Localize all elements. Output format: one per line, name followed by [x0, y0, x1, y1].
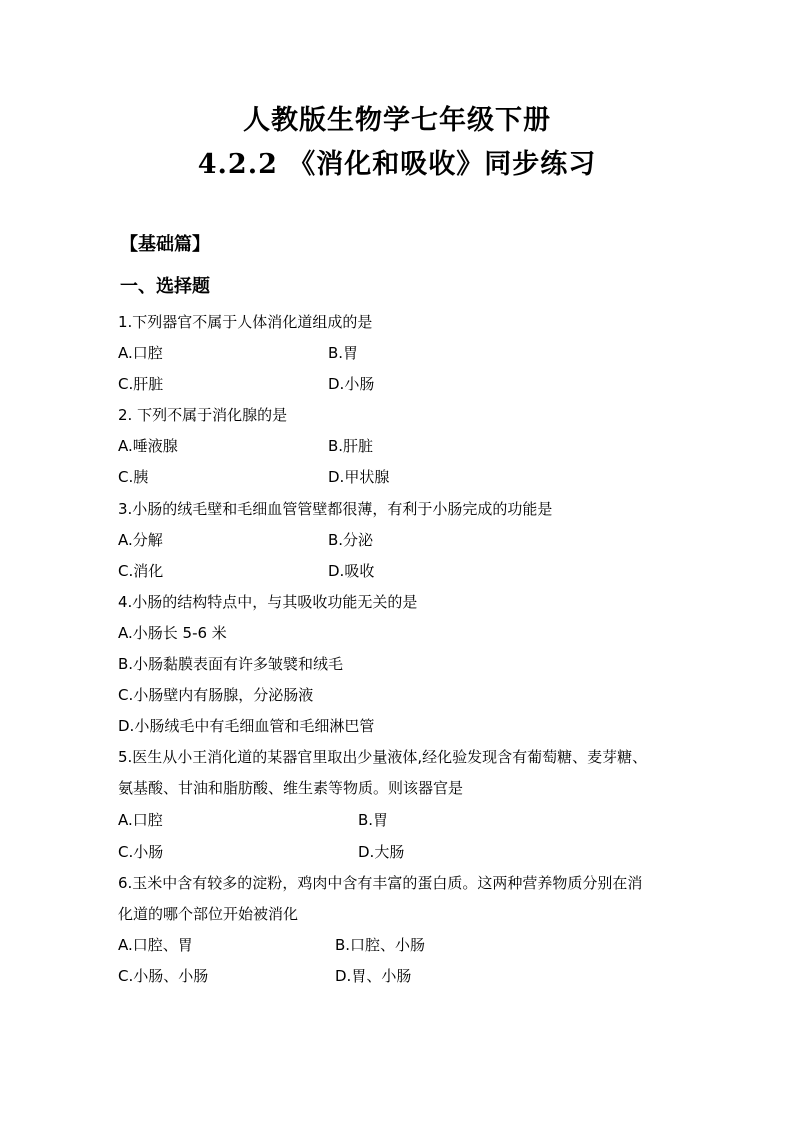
question-6-option-c: C.小肠、小肠: [118, 967, 209, 985]
document-title: 人教版生物学七年级下册: [243, 105, 551, 136]
question-5-option-a: A.口腔: [118, 811, 163, 829]
question-6-stem-line-2: 化道的哪个部位开始被消化: [118, 905, 299, 923]
question-5-stem-line-2: 氨基酸、甘油和脂肪酸、维生素等物质。则该器官是: [118, 779, 464, 797]
question-5-stem-line-1: 5.医生从小王消化道的某器官里取出少量液体,经化验发现含有葡萄糖、麦芽糖、: [118, 748, 648, 766]
section-part-heading: 一、选择题: [120, 276, 210, 297]
question-1-option-d: D.小肠: [328, 375, 375, 393]
question-1-option-b: B.胃: [328, 344, 359, 362]
question-4-option-b: B.小肠黏膜表面有许多皱襞和绒毛: [118, 655, 344, 673]
question-4-option-a: A.小肠长 5-6 米: [118, 624, 227, 642]
question-2-option-a: A.唾液腺: [118, 437, 178, 455]
question-6-option-d: D.胃、小肠: [335, 967, 412, 985]
question-5-option-c: C.小肠: [118, 843, 164, 861]
question-3-option-a: A.分解: [118, 531, 163, 549]
question-3-option-d: D.吸收: [328, 562, 375, 580]
question-3-option-c: C.消化: [118, 562, 164, 580]
question-3-stem: 3.小肠的绒毛壁和毛细血管管壁都很薄，有利于小肠完成的功能是: [118, 500, 553, 518]
question-6-option-b: B.口腔、小肠: [335, 936, 426, 954]
question-2-option-c: C.胰: [118, 468, 149, 486]
question-1-option-c: C.肝脏: [118, 375, 164, 393]
question-6-option-a: A.口腔、胃: [118, 936, 193, 954]
question-5-option-b: B.胃: [358, 811, 389, 829]
section-level-heading: 【基础篇】: [120, 234, 210, 255]
question-1-stem: 1.下列器官不属于人体消化道组成的是: [118, 313, 373, 331]
question-3-option-b: B.分泌: [328, 531, 374, 549]
question-2-option-d: D.甲状腺: [328, 468, 390, 486]
question-2-option-b: B.肝脏: [328, 437, 374, 455]
question-4-option-d: D.小肠绒毛中有毛细血管和毛细淋巴管: [118, 717, 375, 735]
question-1-option-a: A.口腔: [118, 344, 163, 362]
question-4-option-c: C.小肠壁内有肠腺，分泌肠液: [118, 686, 314, 704]
question-4-stem: 4.小肠的结构特点中，与其吸收功能无关的是: [118, 593, 418, 611]
question-2-stem: 2. 下列不属于消化腺的是: [118, 406, 288, 424]
question-5-option-d: D.大肠: [358, 843, 405, 861]
document-subtitle: 4.2.2 《消化和吸收》同步练习: [197, 149, 597, 180]
question-6-stem-line-1: 6.玉米中含有较多的淀粉，鸡肉中含有丰富的蛋白质。这两种营养物质分别在消: [118, 874, 643, 892]
